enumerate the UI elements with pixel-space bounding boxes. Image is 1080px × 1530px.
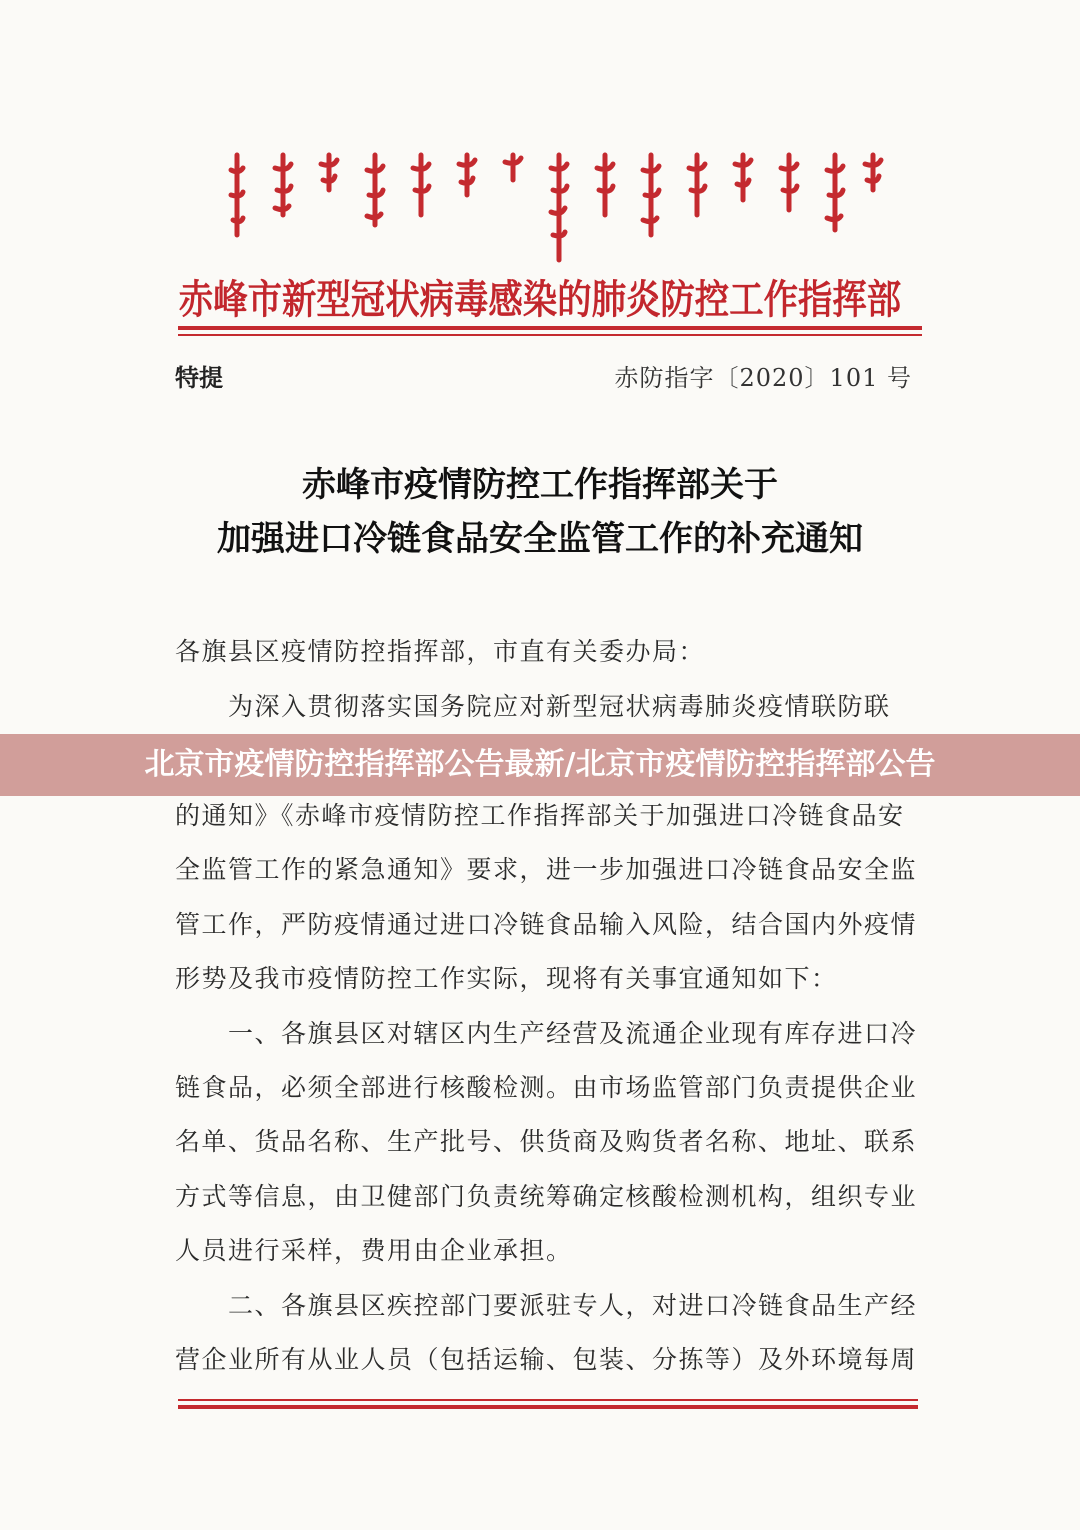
priority-label: 特提 (175, 364, 223, 392)
title-line-2: 加强进口冷链食品安全监管工作的补充通知 (217, 519, 863, 559)
issuer-name: 赤峰市新型冠状病毒感染的肺炎防控工作指挥部 (178, 276, 902, 323)
body-line: 管工作，严防疫情通过进口冷链食品输入风险，结合国内外疫情 (175, 910, 918, 939)
red-rule-bottom (178, 1405, 918, 1409)
mongolian-script-heading (225, 150, 885, 270)
red-rule-bottom-thin (178, 1399, 918, 1401)
red-rule-top-thin (178, 334, 922, 336)
body-line: 的通知》《赤峰市疫情防控工作指挥部关于加强进口冷链食品安 (175, 801, 905, 830)
body-line: 方式等信息，由卫健部门负责统筹确定核酸检测机构，组织专业 (175, 1182, 918, 1211)
title-line-1: 赤峰市疫情防控工作指挥部关于 (302, 465, 778, 505)
body-line: 人员进行采样，费用由企业承担。 (175, 1236, 573, 1265)
headline-text[interactable]: 北京市疫情防控指挥部公告最新/北京市疫情防控指挥部公告 (144, 747, 936, 782)
body-line: 全监管工作的紧急通知》要求，进一步加强进口冷链食品安全监 (175, 855, 918, 884)
mongolian-script-icon (225, 150, 885, 270)
body-line: 为深入贯彻落实国务院应对新型冠状病毒肺炎疫情联防联 (175, 692, 891, 721)
body-line: 形势及我市疫情防控工作实际，现将有关事宜通知如下： (175, 964, 838, 993)
body-line: 一、各旗县区对辖区内生产经营及流通企业现有库存进口冷 (175, 1019, 918, 1048)
headline-banner[interactable] (0, 734, 1080, 796)
body-line: 营企业所有从业人员（包括运输、包装、分拣等）及外环境每周 (175, 1345, 918, 1374)
body-line: 链食品，必须全部进行核酸检测。由市场监管部门负责提供企业 (175, 1073, 918, 1102)
body-line: 二、各旗县区疾控部门要派驻专人，对进口冷链食品生产经 (175, 1291, 918, 1320)
body-line: 名单、货品名称、生产批号、供货商及购货者名称、地址、联系 (175, 1127, 918, 1156)
document-title (0, 458, 1080, 566)
document-number: 赤防指字〔2020〕101 号 (614, 364, 912, 392)
salutation: 各旗县区疫情防控指挥部，市直有关委办局： (175, 637, 706, 666)
red-rule-top (178, 326, 922, 330)
